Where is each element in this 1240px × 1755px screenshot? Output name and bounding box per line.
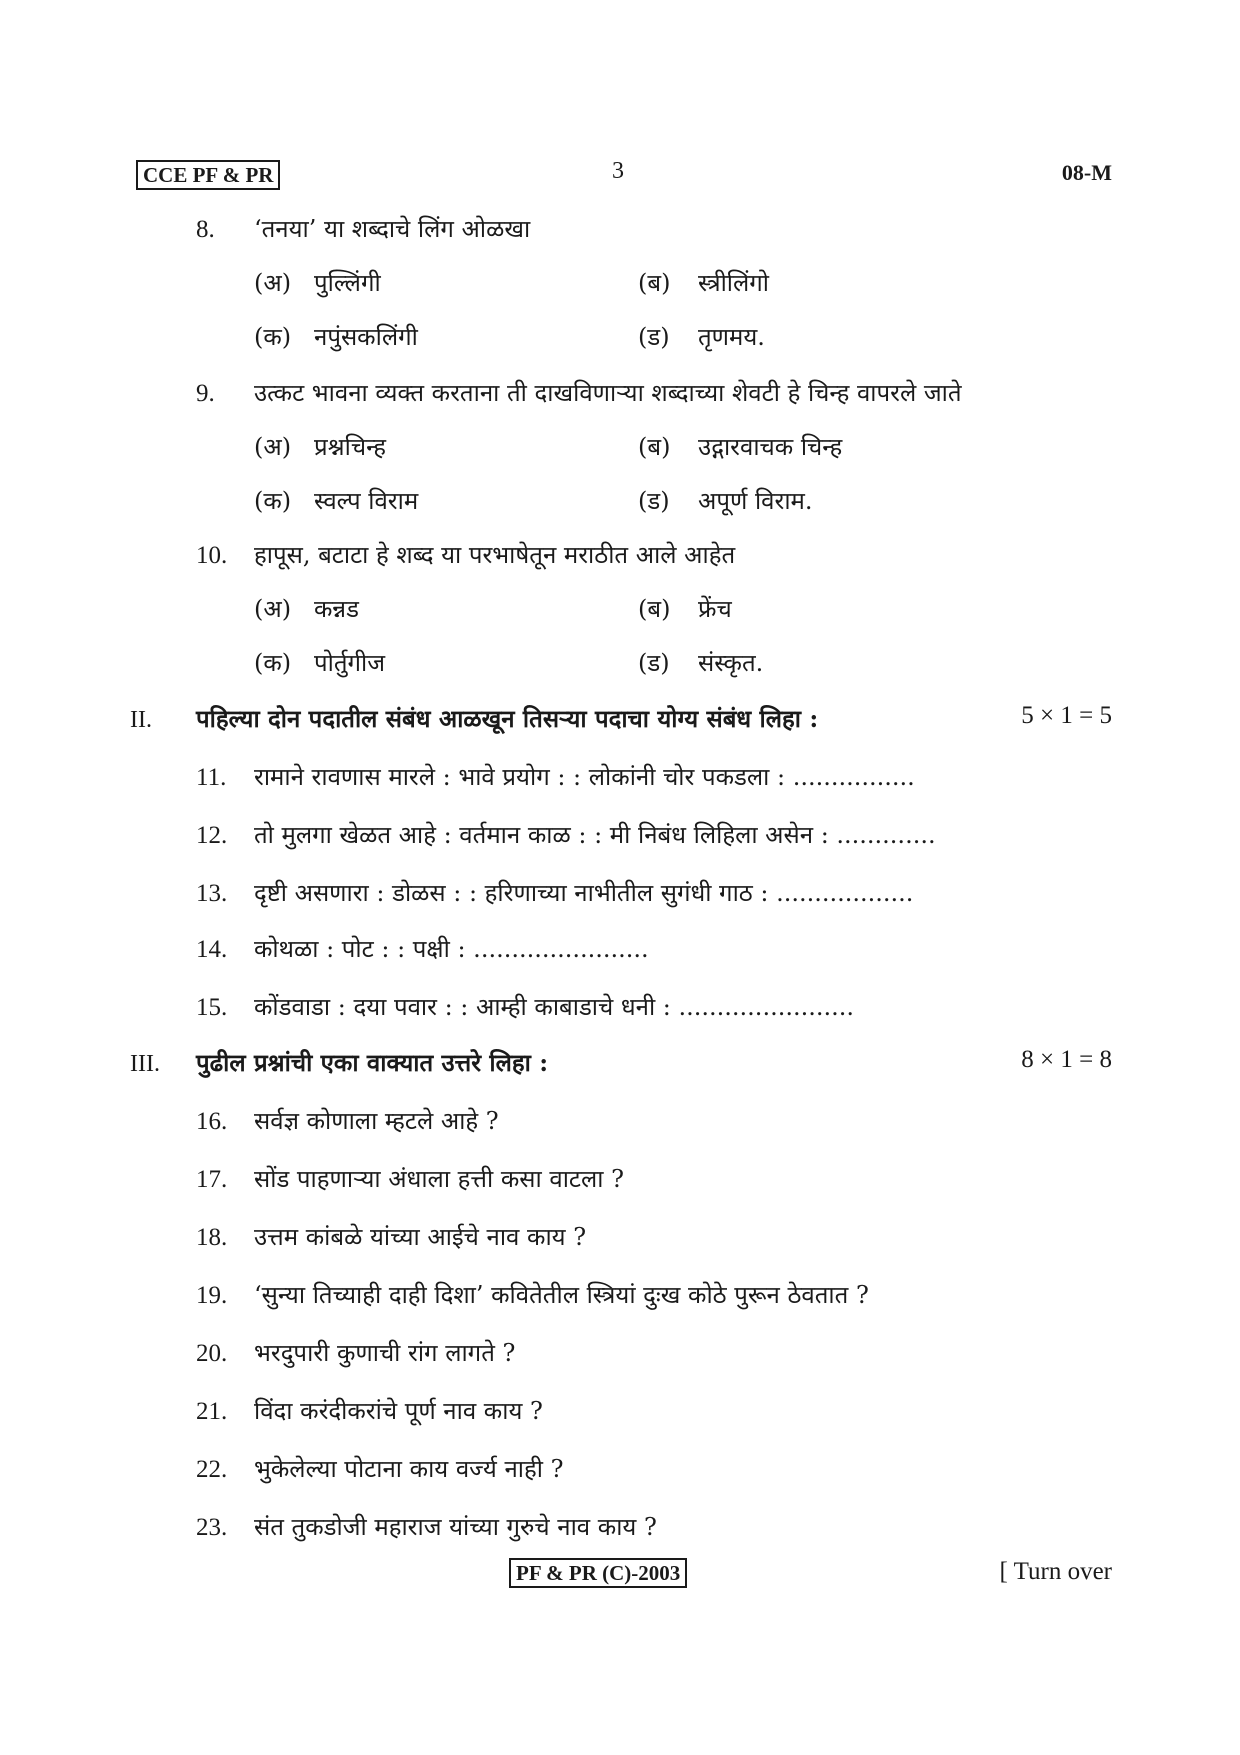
option-label: (ड) [638,649,670,677]
paper-code: 08-M [1061,160,1112,185]
question-22 [196,1452,563,1485]
option-8b [638,266,769,299]
option-8c [254,320,418,353]
section-marks: 5 × 1 = 5 [1021,702,1112,729]
section-3-heading [130,1046,1112,1079]
option-text: अपूर्ण विराम. [698,487,813,515]
question-text: तो मुलगा खेळत आहे : वर्तमान काळ : : मी निबंध लिहिला असेन : ............. [254,821,936,849]
question-8 [196,212,530,245]
option-9d [638,484,813,517]
question-12 [196,818,936,851]
section-number: II. [130,707,152,733]
question-text: विंदा करंदीकरांचे पूर्ण नाव काय ? [254,1397,543,1425]
option-text: उद्गारवाचक चिन्ह [698,433,843,461]
question-number: 23. [196,1514,228,1541]
question-text: भरदुपारी कुणाची रांग लागते ? [254,1339,516,1367]
question-13 [196,876,913,909]
question-text: ‘तनया’ या शब्दाचे लिंग ओळखा [254,215,531,243]
option-label: (ब) [638,269,671,297]
option-label: (अ) [254,595,292,623]
option-text: कन्नड [314,595,359,623]
option-text: पुल्लिंगी [314,269,381,297]
footer-code-box: PF & PR (C)-2003 [509,1558,687,1588]
option-label: (क) [254,323,292,351]
option-10b [638,592,732,625]
option-8a [254,266,381,299]
option-10a [254,592,359,625]
option-label: (क) [254,649,292,677]
question-text: उत्तम कांबळे यांच्या आईचे नाव काय ? [254,1223,587,1251]
option-9c [254,484,418,517]
question-number: 20. [196,1340,228,1367]
question-number: 8. [196,216,215,243]
option-text: प्रश्नचिन्ह [314,433,386,461]
question-9 [196,376,962,409]
question-number: 21. [196,1398,228,1425]
question-number: 16. [196,1108,228,1135]
question-19 [196,1278,869,1311]
option-label: (ड) [638,487,670,515]
question-text: कोंडवाडा : दया पवार : : आम्ही काबाडाचे धनी : ....................... [254,993,854,1021]
question-17 [196,1162,624,1195]
question-number: 11. [196,764,227,791]
question-15 [196,990,854,1023]
option-label: (ब) [638,433,671,461]
option-text: स्वल्प विराम [314,487,419,515]
option-text: तृणमय. [698,323,765,351]
question-number: 10. [196,542,228,569]
question-20 [196,1336,515,1369]
option-10c [254,646,385,679]
question-16 [196,1104,499,1137]
option-8d [638,320,765,353]
option-label: (अ) [254,269,292,297]
question-text: रामाने रावणास मारले : भावे प्रयोग : : लोकांनी चोर पकडला : ................ [254,763,915,791]
option-label: (अ) [254,433,292,461]
question-18 [196,1220,586,1253]
option-label: (ड) [638,323,670,351]
question-text: ‘सुन्या तिच्याही दाही दिशा’ कवितेतील स्त्रियां दुःख कोठे पुरून ठेवतात ? [254,1281,869,1309]
question-21 [196,1394,543,1427]
question-text: संत तुकडोजी महाराज यांच्या गुरुचे नाव काय ? [254,1513,657,1541]
option-9b [638,430,842,463]
question-number: 18. [196,1224,228,1251]
question-10 [196,538,735,571]
turn-over-label: [ Turn over [999,1558,1112,1585]
page-header [136,158,1112,192]
option-text: पोर्तुगीज [314,649,386,677]
question-text: सोंड पाहणाऱ्या अंधाला हत्ती कसा वाटला ? [254,1165,624,1193]
question-number: 22. [196,1456,228,1483]
question-number: 15. [196,994,228,1021]
option-text: स्त्रीलिंगो [698,269,770,297]
option-text: संस्कृत. [698,649,764,677]
section-number: III. [130,1051,160,1077]
page-number: 3 [612,158,624,184]
question-text: सर्वज्ञ कोणाला म्हटले आहे ? [254,1107,499,1135]
section-title: पुढील प्रश्नांची एका वाक्यात उत्तरे लिहा : [196,1048,549,1077]
option-text: नपुंसकलिंगी [314,323,418,351]
section-title: पहिल्या दोन पदातील संबंध आळखून तिसऱ्या पदाचा योग्य संबंध लिहा : [196,704,819,733]
question-number: 14. [196,936,228,963]
exam-label-box: CCE PF & PR [136,160,280,190]
option-text: फ्रेंच [698,595,732,623]
question-number: 19. [196,1282,228,1309]
question-text: कोथळा : पोट : : पक्षी : ....................... [254,935,649,963]
question-number: 12. [196,822,228,849]
option-10d [638,646,763,679]
question-number: 9. [196,380,215,407]
question-11 [196,760,915,793]
option-label: (क) [254,487,292,515]
question-14 [196,932,649,965]
question-23 [196,1510,657,1543]
question-number: 13. [196,880,228,907]
option-label: (ब) [638,595,671,623]
question-text: दृष्टी असणारा : डोळस : : हरिणाच्या नाभीतील सुगंधी गाठ : .................. [254,879,914,907]
section-2-heading [130,702,1112,735]
question-text: हापूस, बटाटा हे शब्द या परभाषेतून मराठीत आले आहेत [254,541,736,569]
question-text: उत्कट भावना व्यक्त करताना ती दाखविणाऱ्या शब्दाच्या शेवटी हे चिन्ह वापरले जाते [254,379,962,407]
question-text: भुकेलेल्या पोटाना काय वर्ज्य नाही ? [254,1455,564,1483]
question-number: 17. [196,1166,228,1193]
option-9a [254,430,386,463]
section-marks: 8 × 1 = 8 [1021,1046,1112,1073]
